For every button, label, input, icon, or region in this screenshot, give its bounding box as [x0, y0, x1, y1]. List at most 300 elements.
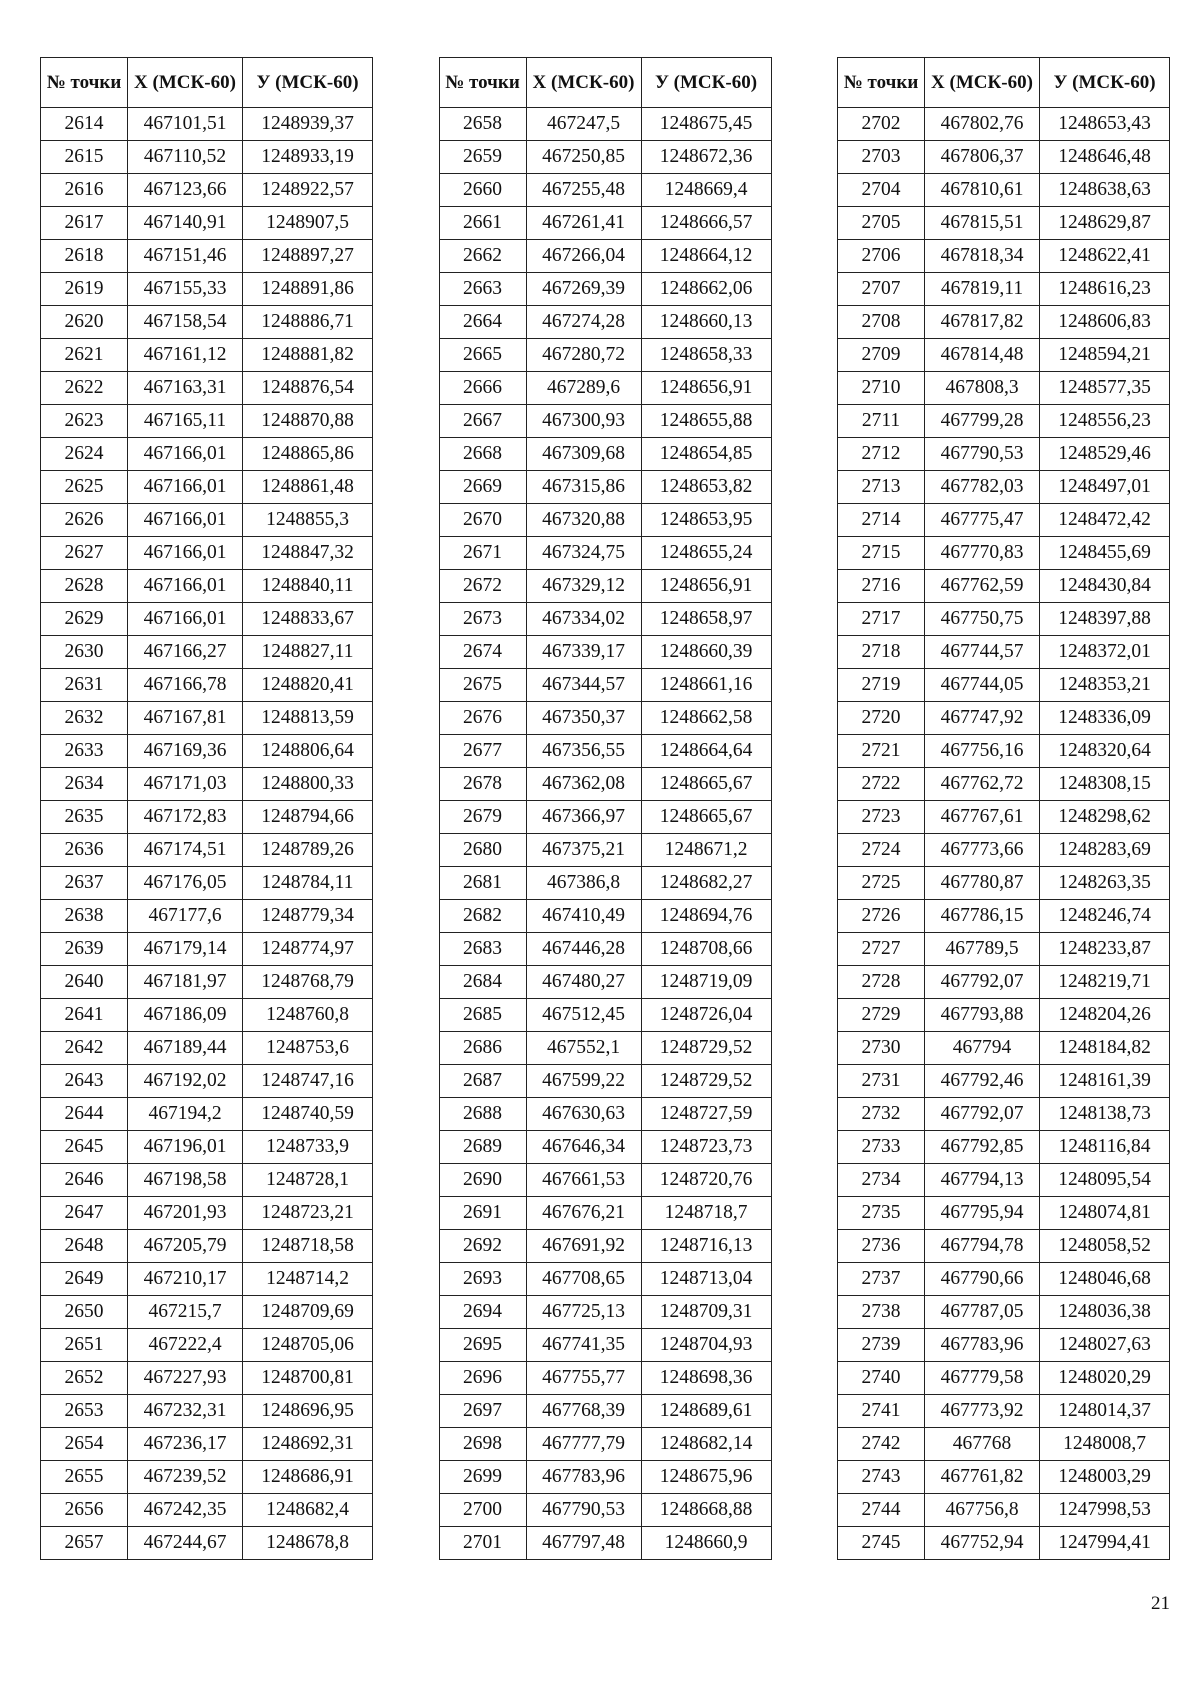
x-coordinate-cell: 467181,97 — [128, 966, 243, 999]
y-coordinate-cell: 1248840,11 — [243, 570, 373, 603]
table-row — [439, 108, 771, 141]
table-row — [41, 1098, 373, 1131]
header-x-coordinate: Х (МСК-60) — [128, 58, 243, 108]
y-coordinate-cell: 1248728,1 — [243, 1164, 373, 1197]
coordinate-table-1 — [40, 57, 373, 1560]
table-header-row — [838, 58, 1170, 108]
table-row — [838, 669, 1170, 702]
table-row — [41, 768, 373, 801]
x-coordinate-cell: 467236,17 — [128, 1428, 243, 1461]
x-coordinate-cell: 467744,05 — [925, 669, 1040, 702]
point-number-cell: 2681 — [439, 867, 526, 900]
point-number-cell: 2732 — [838, 1098, 925, 1131]
y-coordinate-cell: 1248713,04 — [641, 1263, 771, 1296]
table-row — [439, 273, 771, 306]
table-row — [838, 1428, 1170, 1461]
point-number-cell: 2692 — [439, 1230, 526, 1263]
y-coordinate-cell: 1248298,62 — [1040, 801, 1170, 834]
x-coordinate-cell: 467334,02 — [526, 603, 641, 636]
table-row — [41, 669, 373, 702]
x-coordinate-cell: 467140,91 — [128, 207, 243, 240]
x-coordinate-cell: 467309,68 — [526, 438, 641, 471]
x-coordinate-cell: 467773,92 — [925, 1395, 1040, 1428]
point-number-cell: 2659 — [439, 141, 526, 174]
point-number-cell: 2674 — [439, 636, 526, 669]
point-number-cell: 2698 — [439, 1428, 526, 1461]
x-coordinate-cell: 467480,27 — [526, 966, 641, 999]
y-coordinate-cell: 1248219,71 — [1040, 966, 1170, 999]
table-row — [439, 306, 771, 339]
table-row — [838, 504, 1170, 537]
y-coordinate-cell: 1248058,52 — [1040, 1230, 1170, 1263]
point-number-cell: 2738 — [838, 1296, 925, 1329]
table-row — [439, 636, 771, 669]
point-number-cell: 2705 — [838, 207, 925, 240]
y-coordinate-cell: 1248891,86 — [243, 273, 373, 306]
coordinate-table-2 — [439, 57, 772, 1560]
table-row — [439, 471, 771, 504]
x-coordinate-cell: 467179,14 — [128, 933, 243, 966]
table-row — [41, 537, 373, 570]
y-coordinate-cell: 1248646,48 — [1040, 141, 1170, 174]
x-coordinate-cell: 467274,28 — [526, 306, 641, 339]
y-coordinate-cell: 1248430,84 — [1040, 570, 1170, 603]
point-number-cell: 2654 — [41, 1428, 128, 1461]
point-number-cell: 2710 — [838, 372, 925, 405]
x-coordinate-cell: 467194,2 — [128, 1098, 243, 1131]
x-coordinate-cell: 467787,05 — [925, 1296, 1040, 1329]
x-coordinate-cell: 467166,01 — [128, 570, 243, 603]
x-coordinate-cell: 467244,67 — [128, 1527, 243, 1560]
y-coordinate-cell: 1248577,35 — [1040, 372, 1170, 405]
y-coordinate-cell: 1248727,59 — [641, 1098, 771, 1131]
point-number-cell: 2636 — [41, 834, 128, 867]
x-coordinate-cell: 467169,36 — [128, 735, 243, 768]
point-number-cell: 2647 — [41, 1197, 128, 1230]
y-coordinate-cell: 1248656,91 — [641, 372, 771, 405]
y-coordinate-cell: 1248682,4 — [243, 1494, 373, 1527]
x-coordinate-cell: 467741,35 — [526, 1329, 641, 1362]
table-row — [439, 1362, 771, 1395]
coordinate-tables — [40, 57, 1170, 1558]
header-y-coordinate: У (МСК-60) — [243, 58, 373, 108]
y-coordinate-cell: 1248922,57 — [243, 174, 373, 207]
y-coordinate-cell: 1248336,09 — [1040, 702, 1170, 735]
point-number-cell: 2677 — [439, 735, 526, 768]
x-coordinate-cell: 467446,28 — [526, 933, 641, 966]
table-row — [838, 1098, 1170, 1131]
table-row — [41, 966, 373, 999]
point-number-cell: 2628 — [41, 570, 128, 603]
x-coordinate-cell: 467779,58 — [925, 1362, 1040, 1395]
table-row — [838, 1395, 1170, 1428]
x-coordinate-cell: 467775,47 — [925, 504, 1040, 537]
x-coordinate-cell: 467163,31 — [128, 372, 243, 405]
point-number-cell: 2623 — [41, 405, 128, 438]
x-coordinate-cell: 467165,11 — [128, 405, 243, 438]
y-coordinate-cell: 1248714,2 — [243, 1263, 373, 1296]
point-number-cell: 2664 — [439, 306, 526, 339]
y-coordinate-cell: 1248529,46 — [1040, 438, 1170, 471]
table-row — [439, 966, 771, 999]
table-row — [439, 801, 771, 834]
x-coordinate-cell: 467661,53 — [526, 1164, 641, 1197]
x-coordinate-cell: 467744,57 — [925, 636, 1040, 669]
x-coordinate-cell: 467783,96 — [526, 1461, 641, 1494]
x-coordinate-cell: 467777,79 — [526, 1428, 641, 1461]
y-coordinate-cell: 1248672,36 — [641, 141, 771, 174]
table-row — [41, 273, 373, 306]
point-number-cell: 2723 — [838, 801, 925, 834]
y-coordinate-cell: 1248698,36 — [641, 1362, 771, 1395]
x-coordinate-cell: 467172,83 — [128, 801, 243, 834]
point-number-cell: 2629 — [41, 603, 128, 636]
table-row — [439, 1494, 771, 1527]
point-number-cell: 2650 — [41, 1296, 128, 1329]
table-row — [439, 1098, 771, 1131]
table-row — [439, 1065, 771, 1098]
table-row — [41, 801, 373, 834]
table-row — [838, 174, 1170, 207]
x-coordinate-cell: 467123,66 — [128, 174, 243, 207]
table-row — [838, 834, 1170, 867]
x-coordinate-cell: 467205,79 — [128, 1230, 243, 1263]
point-number-cell: 2663 — [439, 273, 526, 306]
point-number-cell: 2683 — [439, 933, 526, 966]
point-number-cell: 2652 — [41, 1362, 128, 1395]
x-coordinate-cell: 467599,22 — [526, 1065, 641, 1098]
table-row — [41, 1032, 373, 1065]
x-coordinate-cell: 467189,44 — [128, 1032, 243, 1065]
table-row — [439, 1131, 771, 1164]
point-number-cell: 2719 — [838, 669, 925, 702]
y-coordinate-cell: 1248658,33 — [641, 339, 771, 372]
table-row — [439, 1428, 771, 1461]
y-coordinate-cell: 1248655,24 — [641, 537, 771, 570]
point-number-cell: 2666 — [439, 372, 526, 405]
x-coordinate-cell: 467339,17 — [526, 636, 641, 669]
table-row — [41, 900, 373, 933]
x-coordinate-cell: 467794,13 — [925, 1164, 1040, 1197]
point-number-cell: 2615 — [41, 141, 128, 174]
x-coordinate-cell: 467782,03 — [925, 471, 1040, 504]
point-number-cell: 2729 — [838, 999, 925, 1032]
y-coordinate-cell: 1248263,35 — [1040, 867, 1170, 900]
y-coordinate-cell: 1248660,9 — [641, 1527, 771, 1560]
x-coordinate-cell: 467676,21 — [526, 1197, 641, 1230]
x-coordinate-cell: 467773,66 — [925, 834, 1040, 867]
point-number-cell: 2640 — [41, 966, 128, 999]
point-number-cell: 2662 — [439, 240, 526, 273]
page-number: 21 — [1151, 1593, 1170, 1614]
table-row — [838, 438, 1170, 471]
x-coordinate-cell: 467177,6 — [128, 900, 243, 933]
y-coordinate-cell: 1248847,32 — [243, 537, 373, 570]
x-coordinate-cell: 467790,53 — [526, 1494, 641, 1527]
y-coordinate-cell: 1248694,76 — [641, 900, 771, 933]
y-coordinate-cell: 1248353,21 — [1040, 669, 1170, 702]
table-row — [838, 867, 1170, 900]
table-row — [439, 1197, 771, 1230]
y-coordinate-cell: 1248014,37 — [1040, 1395, 1170, 1428]
x-coordinate-cell: 467790,66 — [925, 1263, 1040, 1296]
point-number-cell: 2687 — [439, 1065, 526, 1098]
table-row — [838, 570, 1170, 603]
x-coordinate-cell: 467752,94 — [925, 1527, 1040, 1560]
y-coordinate-cell: 1248723,21 — [243, 1197, 373, 1230]
y-coordinate-cell: 1248662,58 — [641, 702, 771, 735]
table-row — [41, 1230, 373, 1263]
point-number-cell: 2639 — [41, 933, 128, 966]
table-row — [838, 339, 1170, 372]
coordinate-table-3 — [837, 57, 1170, 1560]
table-row — [439, 1164, 771, 1197]
y-coordinate-cell: 1248664,64 — [641, 735, 771, 768]
y-coordinate-cell: 1248027,63 — [1040, 1329, 1170, 1362]
x-coordinate-cell: 467783,96 — [925, 1329, 1040, 1362]
y-coordinate-cell: 1248184,82 — [1040, 1032, 1170, 1065]
table-row — [838, 207, 1170, 240]
y-coordinate-cell: 1247994,41 — [1040, 1527, 1170, 1560]
table-row — [439, 438, 771, 471]
point-number-cell: 2714 — [838, 504, 925, 537]
y-coordinate-cell: 1247998,53 — [1040, 1494, 1170, 1527]
y-coordinate-cell: 1248669,4 — [641, 174, 771, 207]
x-coordinate-cell: 467806,37 — [925, 141, 1040, 174]
table-row — [439, 669, 771, 702]
x-coordinate-cell: 467158,54 — [128, 306, 243, 339]
point-number-cell: 2701 — [439, 1527, 526, 1560]
point-number-cell: 2661 — [439, 207, 526, 240]
point-number-cell: 2728 — [838, 966, 925, 999]
y-coordinate-cell: 1248622,41 — [1040, 240, 1170, 273]
y-coordinate-cell: 1248682,14 — [641, 1428, 771, 1461]
y-coordinate-cell: 1248320,64 — [1040, 735, 1170, 768]
point-number-cell: 2718 — [838, 636, 925, 669]
y-coordinate-cell: 1248865,86 — [243, 438, 373, 471]
header-point-number: № точки — [439, 58, 526, 108]
x-coordinate-cell: 467174,51 — [128, 834, 243, 867]
table-row — [838, 900, 1170, 933]
table-row — [41, 1428, 373, 1461]
y-coordinate-cell: 1248855,3 — [243, 504, 373, 537]
table-row — [838, 1065, 1170, 1098]
x-coordinate-cell: 467166,01 — [128, 438, 243, 471]
table-row — [439, 339, 771, 372]
x-coordinate-cell: 467375,21 — [526, 834, 641, 867]
y-coordinate-cell: 1248870,88 — [243, 405, 373, 438]
table-row — [838, 1131, 1170, 1164]
table-row — [41, 207, 373, 240]
x-coordinate-cell: 467691,92 — [526, 1230, 641, 1263]
y-coordinate-cell: 1248497,01 — [1040, 471, 1170, 504]
point-number-cell: 2686 — [439, 1032, 526, 1065]
point-number-cell: 2651 — [41, 1329, 128, 1362]
table-row — [838, 1032, 1170, 1065]
point-number-cell: 2649 — [41, 1263, 128, 1296]
table-row — [439, 933, 771, 966]
y-coordinate-cell: 1248308,15 — [1040, 768, 1170, 801]
x-coordinate-cell: 467227,93 — [128, 1362, 243, 1395]
x-coordinate-cell: 467762,72 — [925, 768, 1040, 801]
table-row — [439, 834, 771, 867]
y-coordinate-cell: 1248660,13 — [641, 306, 771, 339]
point-number-cell: 2625 — [41, 471, 128, 504]
point-number-cell: 2624 — [41, 438, 128, 471]
x-coordinate-cell: 467222,4 — [128, 1329, 243, 1362]
point-number-cell: 2620 — [41, 306, 128, 339]
y-coordinate-cell: 1248692,31 — [243, 1428, 373, 1461]
table-row — [41, 702, 373, 735]
table-row — [838, 108, 1170, 141]
table-row — [41, 867, 373, 900]
y-coordinate-cell: 1248638,63 — [1040, 174, 1170, 207]
y-coordinate-cell: 1248668,88 — [641, 1494, 771, 1527]
x-coordinate-cell: 467768 — [925, 1428, 1040, 1461]
x-coordinate-cell: 467790,53 — [925, 438, 1040, 471]
table-row — [41, 372, 373, 405]
x-coordinate-cell: 467155,33 — [128, 273, 243, 306]
point-number-cell: 2717 — [838, 603, 925, 636]
y-coordinate-cell: 1248881,82 — [243, 339, 373, 372]
point-number-cell: 2731 — [838, 1065, 925, 1098]
x-coordinate-cell: 467300,93 — [526, 405, 641, 438]
table-row — [41, 1296, 373, 1329]
table-row — [41, 504, 373, 537]
point-number-cell: 2668 — [439, 438, 526, 471]
y-coordinate-cell: 1248716,13 — [641, 1230, 771, 1263]
x-coordinate-cell: 467792,46 — [925, 1065, 1040, 1098]
point-number-cell: 2657 — [41, 1527, 128, 1560]
point-number-cell: 2721 — [838, 735, 925, 768]
y-coordinate-cell: 1248740,59 — [243, 1098, 373, 1131]
x-coordinate-cell: 467780,87 — [925, 867, 1040, 900]
x-coordinate-cell: 467750,75 — [925, 603, 1040, 636]
point-number-cell: 2682 — [439, 900, 526, 933]
y-coordinate-cell: 1248729,52 — [641, 1065, 771, 1098]
point-number-cell: 2720 — [838, 702, 925, 735]
y-coordinate-cell: 1248861,48 — [243, 471, 373, 504]
y-coordinate-cell: 1248682,27 — [641, 867, 771, 900]
header-point-number: № точки — [41, 58, 128, 108]
x-coordinate-cell: 467767,61 — [925, 801, 1040, 834]
point-number-cell: 2727 — [838, 933, 925, 966]
table-row — [838, 801, 1170, 834]
table-row — [41, 108, 373, 141]
table-row — [41, 1494, 373, 1527]
y-coordinate-cell: 1248008,7 — [1040, 1428, 1170, 1461]
x-coordinate-cell: 467802,76 — [925, 108, 1040, 141]
x-coordinate-cell: 467239,52 — [128, 1461, 243, 1494]
y-coordinate-cell: 1248726,04 — [641, 999, 771, 1032]
y-coordinate-cell: 1248246,74 — [1040, 900, 1170, 933]
point-number-cell: 2634 — [41, 768, 128, 801]
table-row — [439, 768, 771, 801]
x-coordinate-cell: 467792,07 — [925, 1098, 1040, 1131]
table-row — [41, 1329, 373, 1362]
point-number-cell: 2733 — [838, 1131, 925, 1164]
table-row — [439, 504, 771, 537]
y-coordinate-cell: 1248616,23 — [1040, 273, 1170, 306]
y-coordinate-cell: 1248907,5 — [243, 207, 373, 240]
y-coordinate-cell: 1248455,69 — [1040, 537, 1170, 570]
point-number-cell: 2742 — [838, 1428, 925, 1461]
y-coordinate-cell: 1248003,29 — [1040, 1461, 1170, 1494]
point-number-cell: 2665 — [439, 339, 526, 372]
y-coordinate-cell: 1248709,69 — [243, 1296, 373, 1329]
x-coordinate-cell: 467817,82 — [925, 306, 1040, 339]
point-number-cell: 2660 — [439, 174, 526, 207]
table-row — [838, 1329, 1170, 1362]
table-row — [41, 1131, 373, 1164]
point-number-cell: 2700 — [439, 1494, 526, 1527]
y-coordinate-cell: 1248036,38 — [1040, 1296, 1170, 1329]
table-row — [41, 174, 373, 207]
point-number-cell: 2693 — [439, 1263, 526, 1296]
y-coordinate-cell: 1248653,95 — [641, 504, 771, 537]
y-coordinate-cell: 1248116,84 — [1040, 1131, 1170, 1164]
x-coordinate-cell: 467708,65 — [526, 1263, 641, 1296]
y-coordinate-cell: 1248161,39 — [1040, 1065, 1170, 1098]
y-coordinate-cell: 1248675,45 — [641, 108, 771, 141]
point-number-cell: 2703 — [838, 141, 925, 174]
y-coordinate-cell: 1248664,12 — [641, 240, 771, 273]
table-row — [41, 1197, 373, 1230]
point-number-cell: 2689 — [439, 1131, 526, 1164]
table-row — [838, 1362, 1170, 1395]
x-coordinate-cell: 467171,03 — [128, 768, 243, 801]
x-coordinate-cell: 467166,01 — [128, 504, 243, 537]
x-coordinate-cell: 467161,12 — [128, 339, 243, 372]
table-row — [41, 1263, 373, 1296]
x-coordinate-cell: 467761,82 — [925, 1461, 1040, 1494]
header-y-coordinate: У (МСК-60) — [641, 58, 771, 108]
point-number-cell: 2711 — [838, 405, 925, 438]
point-number-cell: 2635 — [41, 801, 128, 834]
y-coordinate-cell: 1248760,8 — [243, 999, 373, 1032]
y-coordinate-cell: 1248789,26 — [243, 834, 373, 867]
x-coordinate-cell: 467794 — [925, 1032, 1040, 1065]
y-coordinate-cell: 1248653,43 — [1040, 108, 1170, 141]
point-number-cell: 2673 — [439, 603, 526, 636]
x-coordinate-cell: 467725,13 — [526, 1296, 641, 1329]
table-row — [838, 999, 1170, 1032]
x-coordinate-cell: 467315,86 — [526, 471, 641, 504]
table-row — [838, 603, 1170, 636]
y-coordinate-cell: 1248372,01 — [1040, 636, 1170, 669]
table-row — [439, 570, 771, 603]
table-row — [439, 702, 771, 735]
table-row — [41, 570, 373, 603]
point-number-cell: 2617 — [41, 207, 128, 240]
point-number-cell: 2676 — [439, 702, 526, 735]
y-coordinate-cell: 1248204,26 — [1040, 999, 1170, 1032]
y-coordinate-cell: 1248658,97 — [641, 603, 771, 636]
x-coordinate-cell: 467808,3 — [925, 372, 1040, 405]
x-coordinate-cell: 467552,1 — [526, 1032, 641, 1065]
point-number-cell: 2622 — [41, 372, 128, 405]
point-number-cell: 2704 — [838, 174, 925, 207]
table-row — [439, 1263, 771, 1296]
x-coordinate-cell: 467192,02 — [128, 1065, 243, 1098]
x-coordinate-cell: 467186,09 — [128, 999, 243, 1032]
table-row — [838, 1263, 1170, 1296]
x-coordinate-cell: 467101,51 — [128, 108, 243, 141]
y-coordinate-cell: 1248729,52 — [641, 1032, 771, 1065]
y-coordinate-cell: 1248784,11 — [243, 867, 373, 900]
table-row — [439, 1032, 771, 1065]
header-x-coordinate: Х (МСК-60) — [925, 58, 1040, 108]
